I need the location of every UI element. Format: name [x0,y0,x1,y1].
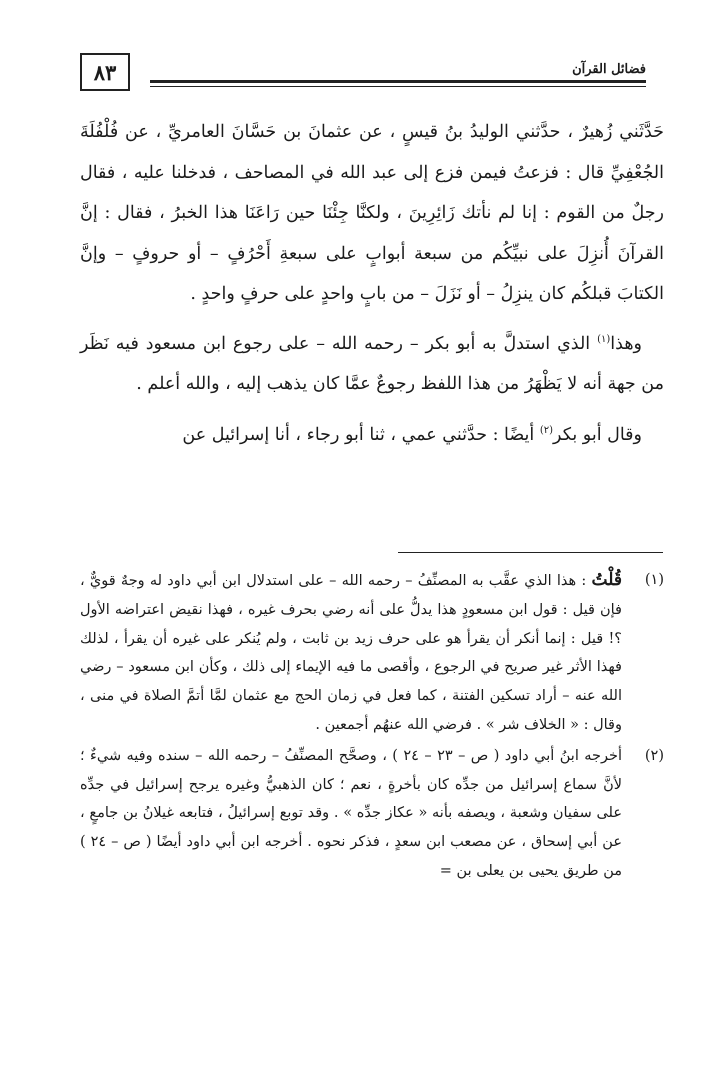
footnote-separator [398,552,663,553]
header-rule-thick [150,80,646,83]
footnote-text: أخرجه ابنُ أبي داود ( ص – ٢٣ – ٢٤ ) ، وصحَّح المصنِّفُ – رحمه الله – سنده وفيه شيءٌ ؛ لأنَّ سماع إسرائيل من جدِّه كان بأخرةٍ ، نعم ؛ كان الذهبيُّ وغيره يرجح إسرائيل في جدِّه على سفيان وشعبة ، ويصفه بأنه « عكاز جدِّه » . وقد توبع إسرائيلُ ، فتابعه غيلانُ بن جامعٍ ، عن أبي إسحاق ، عن مصعب ابن سعدٍ ، فذكر نحوه . أخرجه ابن أبي داود أيضًا ( ص – ٢٤ ) من طريق يحيى بن يعلى بن = [80,747,622,879]
footnotes [80,566,664,886]
footnote-ref-1: (١) [597,333,611,345]
paragraph-2 [80,324,664,405]
footnote-number: (١) [644,572,664,588]
page-number: ٨٣ [80,53,130,91]
footnote-1 [80,566,664,740]
main-text [80,112,664,455]
footnote-2 [80,742,664,886]
paragraph-1: حَدَّثَني زُهيرٌ ، حدَّثني الوليدُ بنُ قيسٍ ، عن عثمانَ بن حَسَّانَ العامريِّ ، عن فُلْفُلَةَ الجُعْفِيِّ قال : فزعتُ فيمن فزع إلى عبد الله في المصاحف ، فدخلنا عليه ، فقال رجلٌ من القوم : إنا لم نأتك زَائِرِينَ ، ولكنَّا جِئْنَا حين رَاعَنَا هذا الخبرُ ، فقال : إنَّ القرآنَ أُنزِلَ على نبيِّكُم من سبعة أبوابٍ على سبعةِ أَحْرُفٍ – أو حروفٍ – وإنَّ الكتابَ قبلكُم كان ينزِلُ – أو نَزَلَ – من بابٍ واحدٍ على حرفٍ واحدٍ . [80,122,664,304]
paragraph-2-start: وهذا [610,333,642,354]
paragraph-3 [80,415,664,456]
header-rule-thin [150,86,646,87]
running-title: فضائل القرآن [572,62,646,77]
paragraph-3-start: وقال أبو بكر [553,424,642,445]
footnote-text: : هذا الذي عقَّب به المصنِّفُ – رحمه الله – على استدلال ابن أبي داود له وجهٌ قويٌّ ، فإن قيل : قول ابن مسعودٍ هذا يدلُّ على أنه رضي بحرف غيره ، فهذا نقيض اعتراضه الأول ؟! قيل : إنما أنكر أن يقرأ هو على حرف زيد بن ثابت ، ولم يُنكر على غيره أن يقرأ ، لذلك فهذا الأثر غير صريح في الرجوع ، وأقصى ما فيه الإيماء إلى ذلك ، وكأن ابن مسعود – رضي الله عنه – أراد تسكين الفتنة ، كما فعل في زمان الحج مع عثمان لمَّا أتمَّ الصلاة في منى ، وقال : « الخلاف شر » . فرضي الله عنهُم أجمعين . [80,573,622,733]
paragraph-3-rest: أيضًا : حدَّثني عمي ، ثنا أبو رجاء ، أنا إسرائيل عن [182,424,540,445]
footnote-lead-word: قُلْتُ [591,570,622,590]
paragraph-2-rest: الذي استدلَّ به أبو بكر – رحمه الله – على رجوع ابن مسعود فيه نَظَر من جهة أنه لا يَظْهَرُ من هذا اللفظ رجوعٌ عمَّا كان يذهب إليه ، والله أعلم . [80,333,664,394]
footnote-number: (٢) [644,747,664,764]
footnote-ref-2: (٢) [539,424,554,436]
